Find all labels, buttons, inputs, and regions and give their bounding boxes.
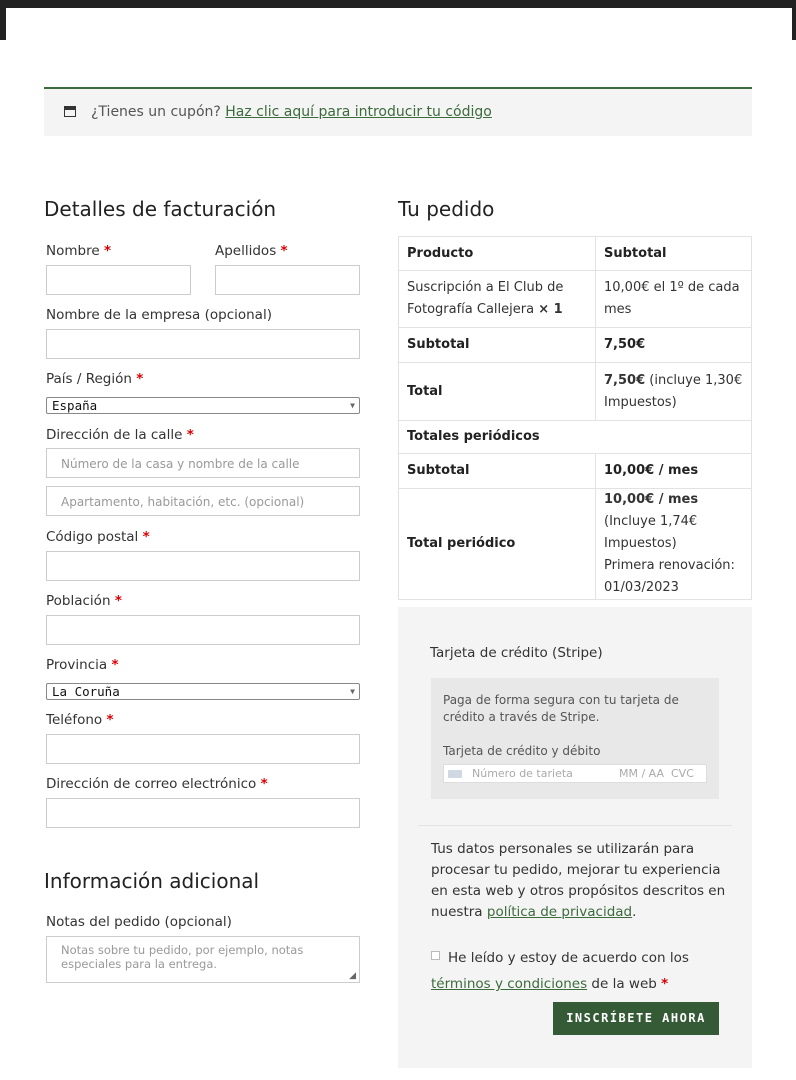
coupon-notice — [44, 87, 752, 136]
first-name-input[interactable] — [46, 265, 191, 295]
product-price: 10,00€ el 1º de cada mes — [596, 271, 752, 328]
street2-placeholder: Apartamento, habitación, etc. (opcional) — [61, 495, 305, 509]
country-label-text: País / Región — [46, 371, 132, 387]
privacy-end: . — [632, 904, 637, 920]
postcode-label — [46, 529, 150, 545]
card-number-placeholder: Número de tarieta — [472, 767, 573, 780]
additional-info-heading: Información adicional — [44, 869, 260, 893]
payment-panel — [398, 607, 752, 1068]
order-notes-placeholder: Notas sobre tu pedido, por ejemplo, notas especiales para la entrega. — [61, 943, 304, 971]
required-mark: * — [136, 371, 144, 387]
country-select-value: España — [52, 398, 98, 413]
last-name-label-text: Apellidos — [215, 243, 277, 259]
street-label-text: Dirección de la calle — [46, 427, 183, 443]
order-notes-textarea[interactable] — [46, 936, 360, 983]
first-renewal: Primera renovación: 01/03/2023 — [604, 558, 735, 595]
col-subtotal-header: Subtotal — [596, 237, 752, 271]
street-placeholder: Número de la casa y nombre de la calle — [61, 457, 300, 471]
product-qty: × 1 — [538, 302, 563, 317]
province-label — [46, 657, 119, 673]
required-mark: * — [661, 976, 669, 992]
phone-input[interactable] — [46, 734, 360, 764]
recurring-total-value: 10,00€ / mes — [604, 492, 699, 507]
card-cvc-placeholder: CVC — [671, 767, 694, 780]
terms-checkbox[interactable] — [431, 951, 440, 960]
stripe-box — [431, 678, 719, 799]
product-cell — [399, 271, 596, 328]
postcode-label-text: Código postal — [46, 529, 139, 545]
table-row — [399, 363, 752, 421]
required-mark: * — [111, 657, 119, 673]
payment-method-label[interactable]: Tarjeta de crédito (Stripe) — [430, 645, 603, 661]
col-product-header: Producto — [399, 237, 596, 271]
province-select-value: La Coruña — [52, 684, 120, 699]
chevron-down-icon: ▼ — [350, 687, 355, 696]
email-label — [46, 776, 268, 792]
table-row — [399, 237, 752, 271]
card-label: Tarjeta de crédito y débito — [443, 744, 601, 758]
divider — [418, 825, 732, 826]
last-name-input[interactable] — [215, 265, 360, 295]
terms-link[interactable]: términos y condiciones — [431, 976, 588, 992]
total-tax: (incluye 1,30€ Impuestos) — [604, 372, 743, 410]
table-row — [399, 454, 752, 489]
privacy-notice — [431, 839, 731, 923]
terms-row — [431, 945, 731, 997]
order-review-table — [398, 236, 752, 600]
table-row — [399, 328, 752, 363]
card-expiry-placeholder: MM / AA — [619, 767, 665, 780]
first-name-label-text: Nombre — [46, 243, 100, 259]
phone-label-text: Teléfono — [46, 712, 103, 728]
table-row — [399, 271, 752, 328]
recurring-subtotal-label: Subtotal — [399, 454, 596, 489]
province-select[interactable] — [46, 683, 360, 700]
street-label — [46, 427, 194, 443]
product-name: Suscripción a El Club de Fotografía Callejera — [407, 280, 564, 317]
privacy-policy-link[interactable]: política de privacidad — [486, 904, 633, 920]
subtotal-label: Subtotal — [399, 328, 596, 363]
country-label — [46, 371, 143, 387]
required-mark: * — [114, 593, 122, 609]
required-mark: * — [106, 712, 114, 728]
stripe-description: Paga de forma segura con tu tarjeta de crédito a través de Stripe. — [443, 693, 679, 724]
city-input[interactable] — [46, 615, 360, 645]
last-name-label — [215, 243, 288, 259]
email-input[interactable] — [46, 798, 360, 828]
order-notes-label: Notas del pedido (opcional) — [46, 914, 232, 930]
province-label-text: Provincia — [46, 657, 108, 673]
first-name-label — [46, 243, 111, 259]
required-mark: * — [186, 427, 194, 443]
subscribe-button[interactable]: INSCRÍBETE AHORA — [553, 1002, 719, 1035]
privacy-text: Tus datos personales se utilizarán para procesar tu pedido, mejorar tu experiencia en esta web y otros propósitos descritos en nuestra — [431, 841, 726, 920]
resize-handle-icon[interactable]: ◢ — [349, 971, 356, 981]
company-input[interactable] — [46, 329, 360, 359]
terms-end: de la web — [591, 976, 657, 992]
company-label: Nombre de la empresa (opcional) — [46, 307, 272, 323]
country-select[interactable] — [46, 397, 360, 414]
table-row — [399, 421, 752, 454]
coupon-link[interactable]: Haz clic aquí para introducir tu código — [225, 104, 492, 120]
table-row — [399, 489, 752, 600]
recurring-totals-heading: Totales periódicos — [399, 421, 752, 454]
coupon-prompt: ¿Tienes un cupón? — [91, 104, 221, 120]
recurring-total-tax: (Incluye 1,74€ Impuestos) — [604, 514, 698, 551]
card-icon — [448, 770, 462, 778]
required-mark: * — [142, 529, 150, 545]
city-label-text: Población — [46, 593, 111, 609]
postcode-input[interactable] — [46, 551, 360, 581]
street2-input[interactable] — [46, 486, 360, 516]
recurring-total-label: Total periódico — [399, 489, 596, 600]
top-bar — [0, 0, 796, 40]
email-label-text: Dirección de correo electrónico — [46, 776, 257, 792]
total-label: Total — [399, 363, 596, 421]
subtotal-value: 7,50€ — [596, 328, 752, 363]
calendar-icon — [64, 106, 76, 117]
street-input[interactable] — [46, 448, 360, 478]
required-mark: * — [280, 243, 288, 259]
recurring-total-cell — [596, 489, 752, 600]
required-mark: * — [103, 243, 111, 259]
card-input[interactable] — [443, 764, 707, 783]
required-mark: * — [260, 776, 268, 792]
billing-heading: Detalles de facturación — [44, 197, 277, 221]
coupon-text — [91, 104, 492, 120]
total-cell — [596, 363, 752, 421]
order-heading: Tu pedido — [398, 197, 495, 221]
city-label — [46, 593, 122, 609]
terms-text: He leído y estoy de acuerdo con los — [448, 950, 689, 966]
total-value: 7,50€ — [604, 372, 646, 388]
header-panel — [6, 8, 792, 42]
recurring-subtotal-value: 10,00€ / mes — [596, 454, 752, 489]
phone-label — [46, 712, 114, 728]
chevron-down-icon: ▼ — [350, 401, 355, 410]
